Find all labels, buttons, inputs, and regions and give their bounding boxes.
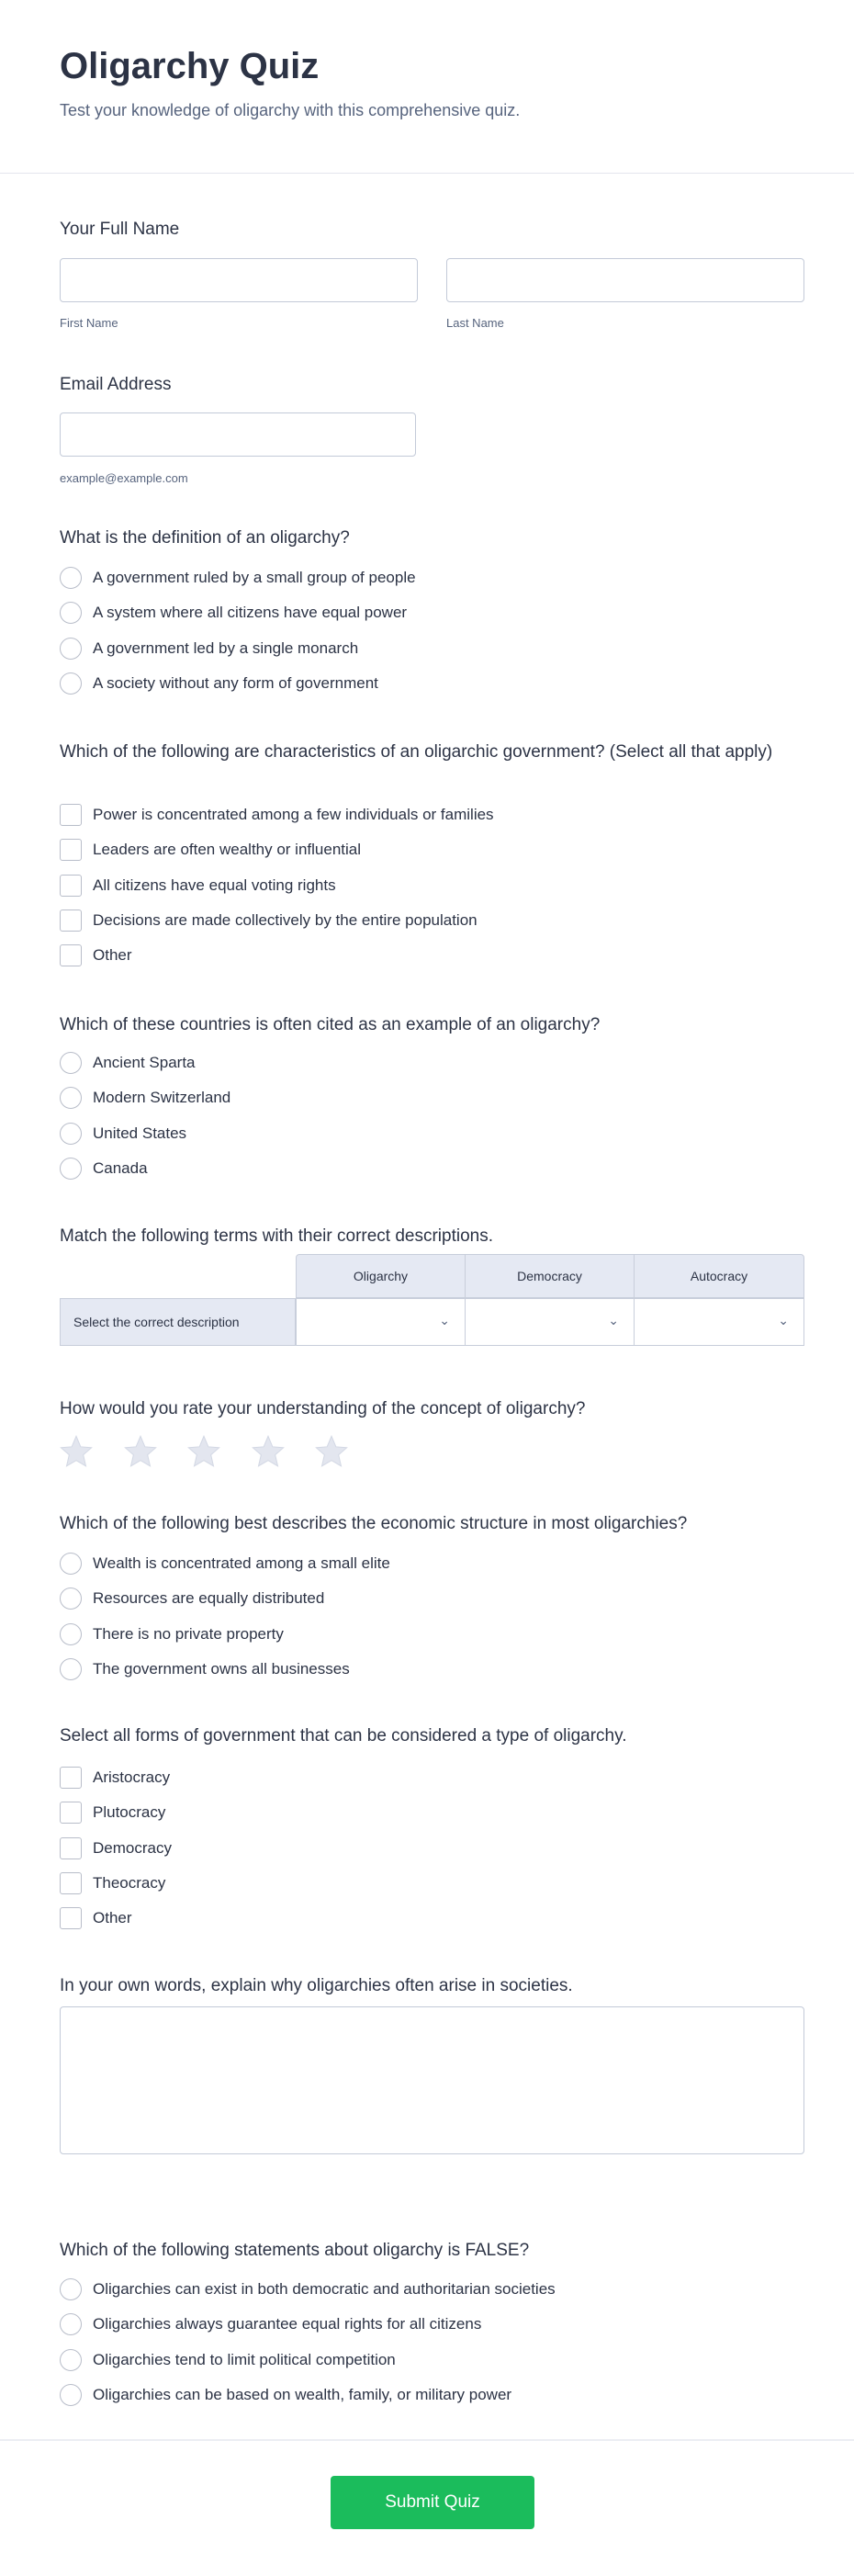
checkbox-option[interactable] xyxy=(60,1905,132,1931)
rating-star-icon[interactable] xyxy=(58,1433,95,1470)
option-label: All citizens have equal voting rights xyxy=(93,876,336,894)
question-label: In your own words, explain why oligarchies often arise in societies. xyxy=(60,1976,573,1995)
question-false-statement xyxy=(60,2240,804,2414)
radio-option[interactable] xyxy=(60,1586,324,1611)
option-label: Democracy xyxy=(93,1838,172,1857)
question-label: Which of these countries is often cited as an example of an oligarchy? xyxy=(60,1015,601,1034)
radio-button[interactable] xyxy=(60,2384,82,2406)
radio-option[interactable] xyxy=(60,2277,556,2302)
explanation-textarea[interactable] xyxy=(60,2006,804,2154)
question-label: Which of the following are characteristics of an oligarchic government? (Select all that apply) xyxy=(60,742,773,762)
radio-option[interactable] xyxy=(60,2382,511,2408)
radio-option[interactable] xyxy=(60,600,407,626)
full-name-field xyxy=(60,219,804,338)
question-label: How would you rate your understanding of the concept of oligarchy? xyxy=(60,1399,586,1418)
radio-option[interactable] xyxy=(60,671,378,696)
oligarchy-select[interactable] xyxy=(296,1298,466,1346)
chevron-down-icon: ⌄ xyxy=(778,1313,789,1328)
checkbox[interactable] xyxy=(60,1837,82,1859)
option-label: Aristocracy xyxy=(93,1768,171,1786)
question-characteristics xyxy=(60,741,804,971)
radio-option[interactable] xyxy=(60,2347,396,2373)
radio-option[interactable] xyxy=(60,1551,390,1576)
option-label: Power is concentrated among a few individuals or families xyxy=(93,806,494,823)
question-matching xyxy=(60,1226,804,1354)
option-label: Oligarchies can be based on wealth, family, or military power xyxy=(93,2385,512,2403)
radio-button[interactable] xyxy=(60,1623,82,1645)
first-name-sublabel: First Name xyxy=(60,316,118,330)
option-label: United States xyxy=(93,1124,187,1142)
radio-option[interactable] xyxy=(60,1656,350,1682)
radio-button[interactable] xyxy=(60,672,82,695)
option-label: A society without any form of government xyxy=(93,673,378,692)
rating-star-icon[interactable] xyxy=(250,1433,287,1470)
question-definition xyxy=(60,527,804,702)
row-header: Select the correct description xyxy=(60,1298,296,1346)
radio-button[interactable] xyxy=(60,2349,82,2371)
last-name-input[interactable] xyxy=(446,258,804,302)
checkbox[interactable] xyxy=(60,839,82,861)
page-title: Oligarchy Quiz xyxy=(60,46,320,86)
checkbox-option[interactable] xyxy=(60,873,336,898)
first-name-input[interactable] xyxy=(60,258,418,302)
question-label: What is the definition of an oligarchy? xyxy=(60,528,350,548)
option-label: A government led by a single monarch xyxy=(93,638,359,657)
question-rating xyxy=(60,1398,804,1481)
question-label: Match the following terms with their correct descriptions. xyxy=(60,1226,494,1246)
chevron-down-icon: ⌄ xyxy=(608,1313,619,1328)
chevron-down-icon: ⌄ xyxy=(439,1313,450,1328)
email-field xyxy=(60,374,804,493)
question-label: Which of the following best describes the economic structure in most oligarchies? xyxy=(60,1514,688,1533)
checkbox-option[interactable] xyxy=(60,1836,172,1861)
question-label: Select all forms of government that can be considered a type of oligarchy. xyxy=(60,1726,627,1746)
radio-option[interactable] xyxy=(60,1121,186,1147)
radio-button[interactable] xyxy=(60,1658,82,1680)
submit-quiz-button[interactable]: Submit Quiz xyxy=(331,2476,534,2529)
column-header-oligarchy: Oligarchy xyxy=(296,1254,466,1298)
radio-button[interactable] xyxy=(60,638,82,660)
rating-star-icon[interactable] xyxy=(313,1433,350,1470)
option-label: Resources are equally distributed xyxy=(93,1589,325,1608)
radio-button[interactable] xyxy=(60,1052,82,1074)
checkbox-option[interactable] xyxy=(60,802,494,828)
radio-option[interactable] xyxy=(60,636,358,661)
question-country-example xyxy=(60,1014,804,1189)
radio-option[interactable] xyxy=(60,565,416,591)
checkbox-option[interactable] xyxy=(60,1800,165,1825)
radio-button[interactable] xyxy=(60,2313,82,2335)
checkbox[interactable] xyxy=(60,1802,82,1824)
email-sublabel: example@example.com xyxy=(60,471,188,485)
option-label: Wealth is concentrated among a small elite xyxy=(93,1554,390,1572)
option-label: Modern Switzerland xyxy=(93,1089,231,1107)
column-header-autocracy: Autocracy xyxy=(634,1254,804,1298)
checkbox[interactable] xyxy=(60,1767,82,1789)
checkbox[interactable] xyxy=(60,910,82,932)
radio-button[interactable] xyxy=(60,1587,82,1610)
radio-button[interactable] xyxy=(60,1158,82,1180)
option-label: Oligarchies always guarantee equal rights for all citizens xyxy=(93,2315,482,2333)
option-label: A system where all citizens have equal power xyxy=(93,604,408,622)
radio-button[interactable] xyxy=(60,1123,82,1145)
radio-button[interactable] xyxy=(60,567,82,589)
email-input[interactable] xyxy=(60,412,416,457)
checkbox[interactable] xyxy=(60,1872,82,1894)
page-subtitle: Test your knowledge of oligarchy with this comprehensive quiz. xyxy=(60,101,521,119)
checkbox-option[interactable] xyxy=(60,908,478,933)
radio-button[interactable] xyxy=(60,2278,82,2300)
option-label: Other xyxy=(93,946,132,965)
radio-option[interactable] xyxy=(60,1621,284,1647)
radio-button[interactable] xyxy=(60,1087,82,1109)
form-footer xyxy=(0,2439,854,2576)
rating-star-icon[interactable] xyxy=(185,1433,222,1470)
checkbox-option[interactable] xyxy=(60,1765,170,1791)
column-header-democracy: Democracy xyxy=(465,1254,635,1298)
autocracy-select[interactable] xyxy=(634,1298,804,1346)
question-explanation xyxy=(60,1975,804,2159)
question-economic-structure xyxy=(60,1513,804,1688)
checkbox-option[interactable] xyxy=(60,943,132,968)
radio-option[interactable] xyxy=(60,2311,481,2337)
checkbox[interactable] xyxy=(60,1907,82,1929)
question-label: Which of the following statements about oligarchy is FALSE? xyxy=(60,2241,530,2260)
radio-button[interactable] xyxy=(60,602,82,624)
checkbox-option[interactable] xyxy=(60,837,361,863)
last-name-sublabel: Last Name xyxy=(446,316,504,330)
matching-table xyxy=(60,1254,804,1346)
radio-button[interactable] xyxy=(60,1553,82,1575)
checkbox[interactable] xyxy=(60,875,82,897)
radio-option[interactable] xyxy=(60,1156,148,1181)
checkbox[interactable] xyxy=(60,804,82,826)
radio-option[interactable] xyxy=(60,1050,196,1076)
option-label: A government ruled by a small group of people xyxy=(93,569,416,586)
option-label: The government owns all businesses xyxy=(93,1659,350,1678)
democracy-select[interactable] xyxy=(465,1298,635,1346)
form-header xyxy=(0,0,854,174)
option-label: Leaders are often wealthy or influential xyxy=(93,841,362,859)
option-label: Other xyxy=(93,1909,132,1927)
checkbox[interactable] xyxy=(60,944,82,966)
option-label: Theocracy xyxy=(93,1873,166,1892)
question-government-types xyxy=(60,1725,804,1937)
option-label: Oligarchies can exist in both democratic and authoritarian societies xyxy=(93,2280,556,2298)
radio-option[interactable] xyxy=(60,1085,230,1111)
option-label: Canada xyxy=(93,1158,148,1177)
option-label: Oligarchies tend to limit political competition xyxy=(93,2350,396,2368)
option-label: There is no private property xyxy=(93,1624,284,1643)
email-label: Email Address xyxy=(60,375,172,394)
checkbox-option[interactable] xyxy=(60,1870,165,1896)
option-label: Decisions are made collectively by the entire population xyxy=(93,910,478,929)
option-label: Plutocracy xyxy=(93,1803,166,1822)
full-name-label: Your Full Name xyxy=(60,220,180,239)
rating-star-icon[interactable] xyxy=(122,1433,159,1470)
option-label: Ancient Sparta xyxy=(93,1054,196,1071)
